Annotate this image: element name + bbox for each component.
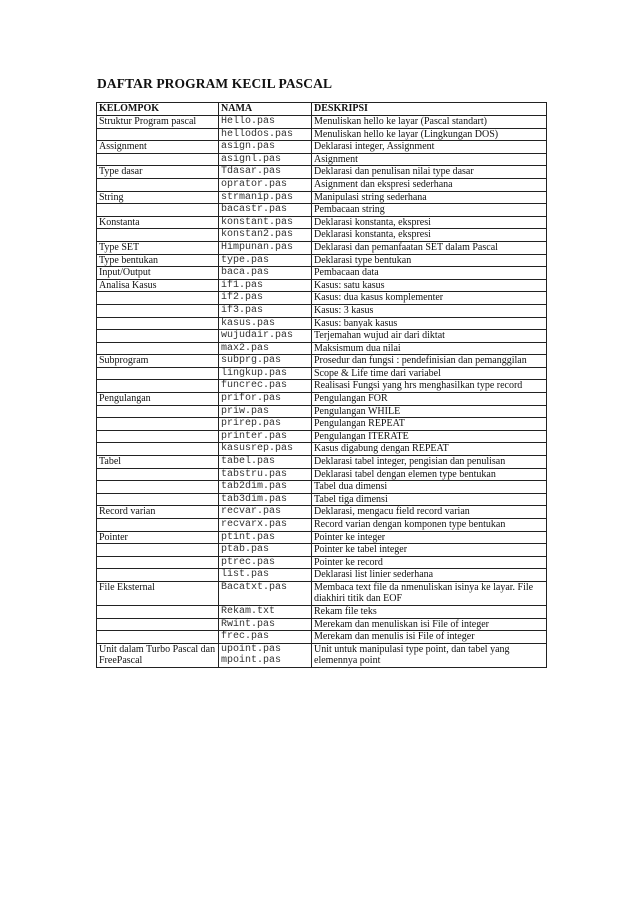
cell-deskripsi: Pengulangan WHILE [312,405,547,418]
cell-deskripsi: Merekam dan menulis isi File of integer [312,631,547,644]
table-row [97,481,547,494]
table-row [97,178,547,191]
cell-deskripsi: Pointer ke record [312,556,547,569]
table-row [97,405,547,418]
cell-nama: wujudair.pas [219,330,312,343]
program-table [96,102,547,668]
cell-nama: asignl.pas [219,153,312,166]
cell-deskripsi: Deklarasi dan penulisan nilai type dasar [312,166,547,179]
cell-nama: funcrec.pas [219,380,312,393]
table-row [97,544,547,557]
cell-kelompok: Assignment [97,141,219,154]
cell-nama: tab2dim.pas [219,481,312,494]
cell-nama: tabel.pas [219,456,312,469]
cell-nama: kasus.pas [219,317,312,330]
cell-nama: bacastr.pas [219,204,312,217]
cell-deskripsi: Pointer ke integer [312,531,547,544]
table-row [97,581,547,605]
cell-nama: if3.pas [219,304,312,317]
cell-kelompok [97,631,219,644]
table-row [97,166,547,179]
cell-nama: frec.pas [219,631,312,644]
table-row [97,531,547,544]
cell-kelompok [97,405,219,418]
cell-kelompok: Pengulangan [97,393,219,406]
cell-deskripsi: Merekam dan menuliskan isi File of integer [312,618,547,631]
cell-deskripsi: Pembacaan data [312,267,547,280]
table-row [97,330,547,343]
table-row [97,128,547,141]
cell-kelompok [97,380,219,393]
cell-deskripsi: Record varian dengan komponen type bentukan [312,519,547,532]
cell-deskripsi: Unit untuk manipulasi type point, dan tabel yang elemennya point [312,643,547,667]
cell-nama: oprator.pas [219,178,312,191]
cell-deskripsi: Deklarasi tabel integer, pengisian dan penulisan [312,456,547,469]
cell-deskripsi: Tabel dua dimensi [312,481,547,494]
table-row [97,367,547,380]
table-row [97,216,547,229]
cell-deskripsi: Deklarasi type bentukan [312,254,547,267]
cell-nama: Tdasar.pas [219,166,312,179]
cell-deskripsi: Menuliskan hello ke layar (Pascal standart) [312,116,547,129]
cell-deskripsi: Pembacaan string [312,204,547,217]
cell-kelompok [97,443,219,456]
cell-nama: hellodos.pas [219,128,312,141]
cell-nama: konstant.pas [219,216,312,229]
cell-kelompok: Tabel [97,456,219,469]
table-row [97,443,547,456]
cell-nama: printer.pas [219,430,312,443]
cell-deskripsi: Pengulangan REPEAT [312,418,547,431]
table-row [97,643,547,667]
cell-nama: type.pas [219,254,312,267]
table-row [97,141,547,154]
cell-kelompok [97,519,219,532]
cell-kelompok [97,605,219,618]
table-row [97,116,547,129]
table-row [97,519,547,532]
cell-kelompok: Type dasar [97,166,219,179]
cell-kelompok [97,304,219,317]
table-row [97,418,547,431]
cell-kelompok [97,153,219,166]
table-row [97,393,547,406]
cell-nama: Bacatxt.pas [219,581,312,605]
table-row [97,279,547,292]
cell-nama: priw.pas [219,405,312,418]
table-row [97,456,547,469]
cell-kelompok: Input/Output [97,267,219,280]
cell-kelompok: Subprogram [97,355,219,368]
cell-nama: list.pas [219,569,312,582]
cell-nama: konstan2.pas [219,229,312,242]
cell-deskripsi: Rekam file teks [312,605,547,618]
table-row [97,618,547,631]
table-row [97,556,547,569]
cell-deskripsi: Kasus: dua kasus komplementer [312,292,547,305]
column-header-deskripsi: DESKRIPSI [312,103,547,116]
cell-deskripsi: Asignment [312,153,547,166]
cell-kelompok: Analisa Kasus [97,279,219,292]
cell-kelompok [97,618,219,631]
cell-nama: if2.pas [219,292,312,305]
cell-deskripsi: Tabel tiga dimensi [312,493,547,506]
cell-kelompok [97,481,219,494]
cell-kelompok [97,229,219,242]
cell-nama: upoint.pas mpoint.pas [219,643,312,667]
cell-nama: tabstru.pas [219,468,312,481]
cell-kelompok [97,128,219,141]
cell-nama: strmanip.pas [219,191,312,204]
table-header-row [97,103,547,116]
cell-deskripsi: Kasus: satu kasus [312,279,547,292]
table-row [97,493,547,506]
cell-deskripsi: Menuliskan hello ke layar (Lingkungan DOS) [312,128,547,141]
table-row [97,254,547,267]
cell-deskripsi: Maksismum dua nilai [312,342,547,355]
cell-kelompok [97,367,219,380]
cell-kelompok [97,418,219,431]
cell-deskripsi: Deklarasi, mengacu field record varian [312,506,547,519]
cell-kelompok [97,178,219,191]
cell-nama: Rwint.pas [219,618,312,631]
cell-kelompok [97,317,219,330]
cell-kelompok: Pointer [97,531,219,544]
column-header-nama: NAMA [219,103,312,116]
table-row [97,430,547,443]
cell-kelompok [97,430,219,443]
cell-kelompok [97,292,219,305]
cell-nama: Rekam.txt [219,605,312,618]
cell-nama: ptrec.pas [219,556,312,569]
table-row [97,292,547,305]
cell-deskripsi: Deklarasi list linier sederhana [312,569,547,582]
table-row [97,631,547,644]
cell-deskripsi: Scope & Life time dari variabel [312,367,547,380]
cell-deskripsi: Terjemahan wujud air dari diktat [312,330,547,343]
cell-deskripsi: Prosedur dan fungsi : pendefinisian dan pemanggilan [312,355,547,368]
cell-deskripsi: Kasus digabung dengan REPEAT [312,443,547,456]
table-row [97,191,547,204]
cell-deskripsi: Kasus: 3 kasus [312,304,547,317]
cell-kelompok: String [97,191,219,204]
table-row [97,267,547,280]
table-row [97,468,547,481]
table-row [97,569,547,582]
cell-kelompok: Struktur Program pascal [97,116,219,129]
cell-nama: max2.pas [219,342,312,355]
cell-deskripsi: Deklarasi konstanta, ekspresi [312,229,547,242]
cell-nama: recvar.pas [219,506,312,519]
cell-deskripsi: Deklarasi tabel dengan elemen type bentukan [312,468,547,481]
cell-kelompok: Unit dalam Turbo Pascal dan FreePascal [97,643,219,667]
cell-deskripsi: Membaca text file da nmenuliskan isinya ke layar. File diakhiri titik dan EOF [312,581,547,605]
cell-deskripsi: Kasus: banyak kasus [312,317,547,330]
cell-kelompok [97,468,219,481]
cell-deskripsi: Deklarasi dan pemanfaatan SET dalam Pascal [312,241,547,254]
table-row [97,204,547,217]
table-row [97,380,547,393]
cell-nama: Himpunan.pas [219,241,312,254]
cell-kelompok [97,330,219,343]
cell-nama: if1.pas [219,279,312,292]
cell-nama: subprg.pas [219,355,312,368]
table-row [97,241,547,254]
cell-kelompok [97,569,219,582]
table-row [97,229,547,242]
table-row [97,317,547,330]
table-row [97,355,547,368]
cell-deskripsi: Pointer ke tabel integer [312,544,547,557]
cell-kelompok: Type SET [97,241,219,254]
cell-kelompok: File Eksternal [97,581,219,605]
cell-nama: prifor.pas [219,393,312,406]
table-row [97,605,547,618]
cell-nama: baca.pas [219,267,312,280]
cell-nama: recvarx.pas [219,519,312,532]
cell-nama: prirep.pas [219,418,312,431]
cell-kelompok [97,493,219,506]
cell-deskripsi: Deklarasi integer, Assignment [312,141,547,154]
table-row [97,506,547,519]
cell-kelompok [97,204,219,217]
table-body [97,116,547,668]
cell-nama: lingkup.pas [219,367,312,380]
table-row [97,342,547,355]
cell-deskripsi: Deklarasi konstanta, ekspresi [312,216,547,229]
table-row [97,304,547,317]
cell-nama: asign.pas [219,141,312,154]
cell-deskripsi: Manipulasi string sederhana [312,191,547,204]
cell-kelompok [97,544,219,557]
cell-kelompok: Type bentukan [97,254,219,267]
cell-deskripsi: Pengulangan ITERATE [312,430,547,443]
cell-kelompok [97,342,219,355]
table-row [97,153,547,166]
cell-deskripsi: Asignment dan ekspresi sederhana [312,178,547,191]
cell-nama: ptint.pas [219,531,312,544]
cell-kelompok: Konstanta [97,216,219,229]
cell-deskripsi: Pengulangan FOR [312,393,547,406]
cell-nama: kasusrep.pas [219,443,312,456]
cell-nama: Hello.pas [219,116,312,129]
column-header-kelompok: KELOMPOK [97,103,219,116]
document-title: DAFTAR PROGRAM KECIL PASCAL [97,76,333,91]
cell-kelompok [97,556,219,569]
cell-nama: tab3dim.pas [219,493,312,506]
cell-nama: ptab.pas [219,544,312,557]
cell-deskripsi: Realisasi Fungsi yang hrs menghasilkan type record [312,380,547,393]
cell-kelompok: Record varian [97,506,219,519]
